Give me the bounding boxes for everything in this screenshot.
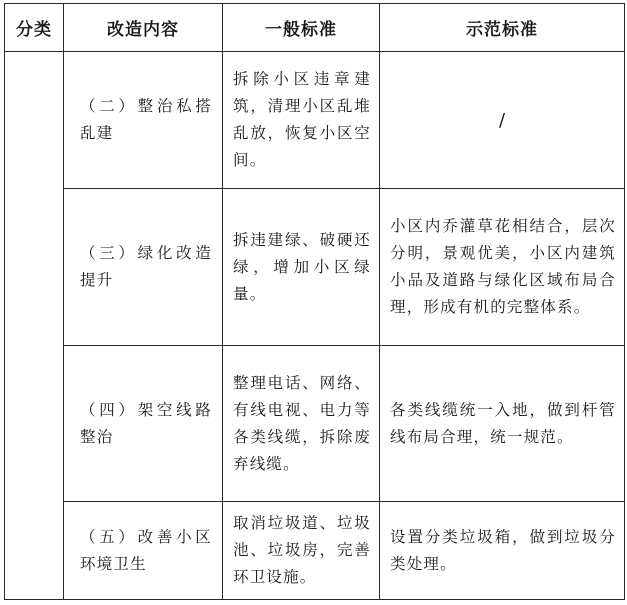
table-row bbox=[5, 189, 625, 346]
demo-standard-text: 小区内乔灌草花相结合，层次分明，景观优美，小区内建筑小品及道路与绿化区域布局合理，形成有机的完整体系。 bbox=[390, 217, 616, 316]
table-row bbox=[5, 502, 625, 600]
demo-standard-text: / bbox=[498, 109, 506, 131]
general-standard-cell bbox=[223, 346, 380, 502]
general-standard-text: 拆除小区违章建筑，清理小区乱堆乱放，恢复小区空间。 bbox=[233, 70, 371, 169]
demo-standard-cell bbox=[380, 189, 625, 346]
demo-standard-text: 各类线缆统一入地，做到杆管线布局合理，统一规范。 bbox=[390, 400, 616, 446]
content-cell bbox=[64, 189, 223, 346]
table-row bbox=[5, 52, 625, 189]
general-standard-text: 拆违建绿、破硬还绿，增加小区绿量。 bbox=[233, 230, 371, 303]
general-standard-cell bbox=[223, 502, 380, 600]
header-content: 改造内容 bbox=[64, 4, 223, 52]
content-text: （四）架空线路整治 bbox=[80, 400, 212, 446]
table-header-row bbox=[5, 4, 625, 52]
category-cell bbox=[5, 52, 64, 600]
content-text: （二）整治私搭乱建 bbox=[80, 97, 212, 142]
demo-standard-cell bbox=[380, 52, 625, 189]
header-general-standard: 一般标准 bbox=[223, 4, 380, 52]
renovation-standards-table bbox=[4, 3, 625, 600]
general-standard-cell bbox=[223, 189, 380, 346]
content-text: （五）改善小区环境卫生 bbox=[80, 527, 212, 573]
content-text: （三）绿化改造提升 bbox=[80, 244, 212, 289]
demo-standard-text: 设置分类垃圾箱，做到垃圾分类处理。 bbox=[390, 527, 616, 573]
table-row bbox=[5, 346, 625, 502]
content-cell bbox=[64, 52, 223, 189]
header-category: 分类 bbox=[5, 4, 64, 52]
header-demo-standard: 示范标准 bbox=[380, 4, 625, 52]
general-standard-text: 整理电话、网络、有线电视、电力等各类线缆，拆除废弃线缆。 bbox=[233, 373, 371, 473]
content-cell bbox=[64, 346, 223, 502]
demo-standard-cell bbox=[380, 502, 625, 600]
general-standard-cell bbox=[223, 52, 380, 189]
general-standard-text: 取消垃圾道、垃圾池、垃圾房，完善环卫设施。 bbox=[233, 514, 371, 586]
demo-standard-cell bbox=[380, 346, 625, 502]
content-cell bbox=[64, 502, 223, 600]
